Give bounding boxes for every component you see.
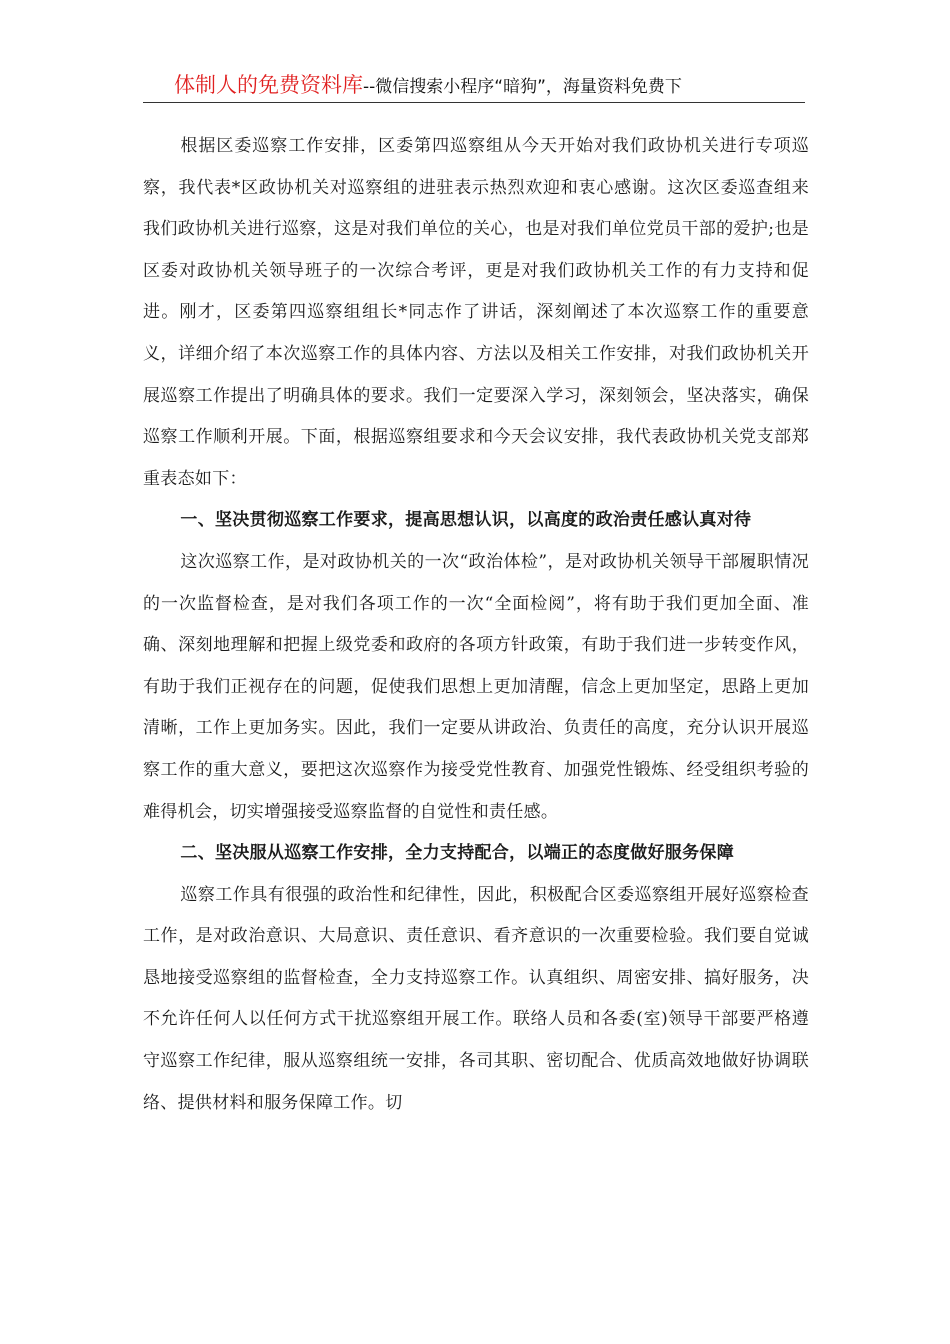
section-heading-2: 二、坚决服从巡察工作安排，全力支持配合，以端正的态度做好服务保障 — [180, 843, 734, 864]
document-body — [143, 126, 809, 1124]
page-header — [143, 70, 805, 103]
paragraph-section-2: 巡察工作具有很强的政治性和纪律性，因此，积极配合区委巡察组开展好巡察检查工作，是对政治意识、大局意识、责任意识、看齐意识的一次重要检验。我们要自觉诚恳地接受巡察组的监督检查，全力支持巡察工作。认真组织、周密安排、搞好服务，决不允许任何人以任何方式干扰巡察组开展工作。联络人员和各委(室)领导干部要严格遵守巡察工作纪律，服从巡察组统一安排，各司其职、密切配合、优质高效地做好协调联络、提供材料和服务保障工作。切 — [143, 884, 809, 1113]
paragraph-intro: 根据区委巡察工作安排，区委第四巡察组从今天开始对我们政协机关进行专项巡察，我代表*区政协机关对巡察组的进驻表示热烈欢迎和衷心感谢。这次区委巡查组来我们政协机关进行巡察，这是对我们单位的关心，也是对我们单位党员干部的爱护;也是区委对政协机关领导班子的一次综合考评，更是对我们政协机关工作的有力支持和促进。刚才，区委第四巡察组组长*同志作了讲话，深刻阐述了本次巡察工作的重要意义，详细介绍了本次巡察工作的具体内容、方法以及相关工作安排，对我们政协机关开展巡察工作提出了明确具体的要求。我们一定要深入学习，深刻领会，坚决落实，确保巡察工作顺利开展。下面，根据巡察组要求和今天会议安排，我代表政协机关党支部郑重表态如下： — [143, 136, 809, 489]
paragraph-section-1: 这次巡察工作，是对政协机关的一次“政治体检”，是对政协机关领导干部履职情况的一次监督检查，是对我们各项工作的一次“全面检阅”，将有助于我们更加全面、准确、深刻地理解和把握上级党委和政府的各项方针政策，有助于我们进一步转变作风，有助于我们正视存在的问题，促使我们思想上更加清醒，信念上更加坚定，思路上更加清晰，工作上更加务实。因此，我们一定要从讲政治、负责任的高度，充分认识开展巡察工作的重大意义，要把这次巡察作为接受党性教育、加强党性锻炼、经受组织考验的难得机会，切实增强接受巡察监督的自觉性和责任感。 — [143, 551, 809, 822]
section-heading-1: 一、坚决贯彻巡察工作要求，提高思想认识，以高度的政治责任感认真对待 — [180, 510, 752, 531]
header-tagline: --微信搜索小程序“暗狗”，海量资料免费下 — [363, 77, 682, 97]
header-brand: 体制人的免费资料库 — [174, 73, 363, 97]
